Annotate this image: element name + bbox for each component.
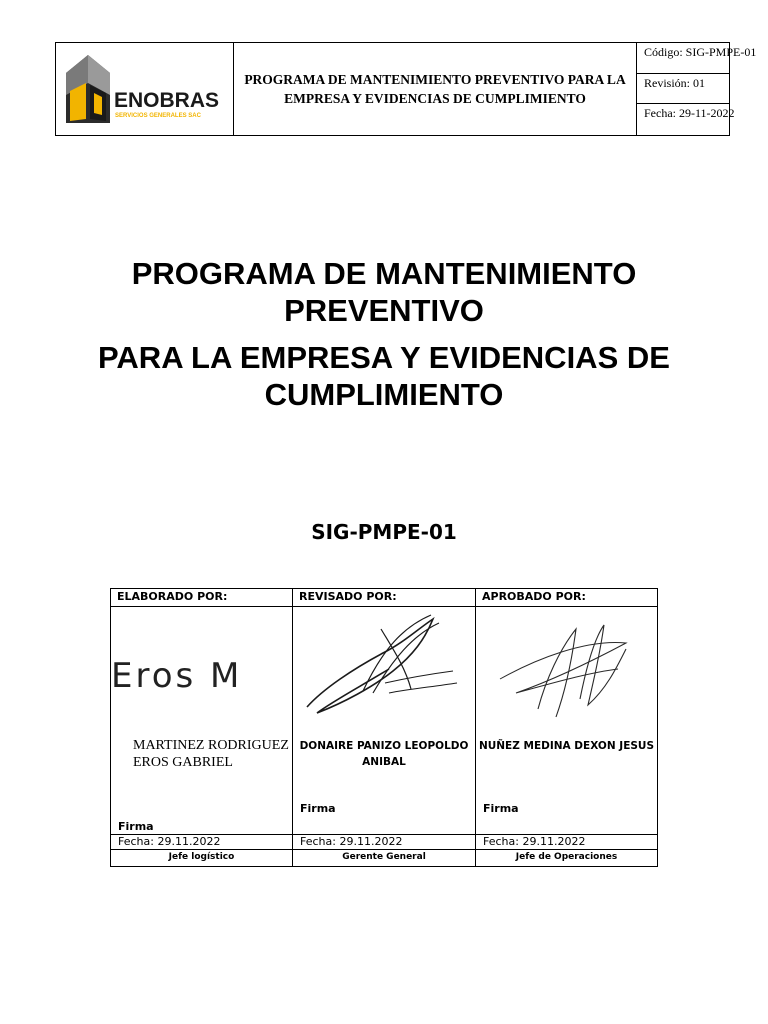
header-codigo: Código: SIG-PMPE-01 <box>637 43 729 74</box>
firma-label: Firma <box>300 802 336 815</box>
document-title <box>80 255 688 413</box>
column-heading: APROBADO POR: <box>476 589 657 607</box>
approval-column-aprobado <box>476 589 657 866</box>
title-line-2: PARA LA EMPRESA Y EVIDENCIAS DE CUMPLIMIENTO <box>98 340 670 412</box>
approval-table <box>110 588 658 867</box>
signer-name: DONAIRE PANIZO LEOPOLDO ANIBAL <box>299 740 469 768</box>
header-meta <box>637 43 757 135</box>
header-title: PROGRAMA DE MANTENIMIENTO PREVENTIVO PARA LA EMPRESA Y EVIDENCIAS DE CUMPLIMIENTO <box>234 43 637 135</box>
fecha-row: Fecha: 29.11.2022 <box>111 834 292 850</box>
approval-column-revisado <box>293 589 476 866</box>
handwritten-signature: Eros M <box>111 656 243 696</box>
signer-name: MARTINEZ RODRIGUEZ EROS GABRIEL <box>133 738 289 770</box>
approval-column-elaborado <box>111 589 293 866</box>
enobras-logo <box>56 43 234 135</box>
signature-image <box>293 609 475 729</box>
signature-image <box>111 609 292 729</box>
signer-role: Jefe logístico <box>168 852 235 862</box>
fecha-row: Fecha: 29.11.2022 <box>476 834 657 850</box>
signature-image <box>476 609 657 729</box>
fecha-row: Fecha: 29.11.2022 <box>293 834 475 850</box>
header-fecha: Fecha: 29-11-2022 <box>644 106 735 121</box>
firma-label: Firma <box>118 820 154 833</box>
document-header <box>55 42 757 136</box>
firma-label: Firma <box>483 802 519 815</box>
signer-role: Jefe de Operaciones <box>515 852 618 862</box>
column-heading: REVISADO POR: <box>293 589 475 607</box>
signer-name: NUÑEZ MEDINA DEXON JESUS <box>478 740 655 752</box>
logo-subtext: SERVICIOS GENERALES SAC <box>115 113 201 119</box>
title-line-1: PROGRAMA DE MANTENIMIENTO PREVENTIVO <box>131 256 637 328</box>
signer-role: Gerente General <box>342 852 426 862</box>
logo-wordmark: ENOBRAS <box>114 89 220 112</box>
logo-cell <box>56 43 234 135</box>
header-revision: Revisión: 01 <box>637 74 729 105</box>
column-heading: ELABORADO POR: <box>111 589 292 607</box>
document-code: SIG-PMPE-01 <box>311 520 457 544</box>
